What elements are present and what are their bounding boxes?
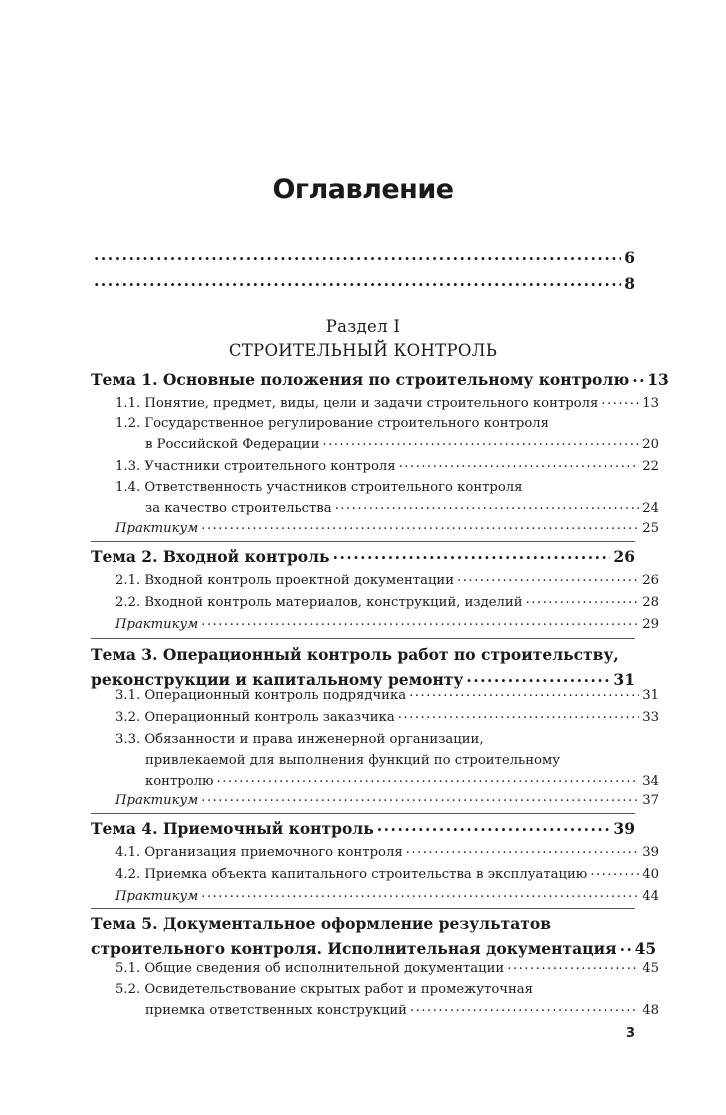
toc-entry-subtopic[interactable] [91,592,659,613]
entry-line [115,958,659,979]
entry-page: 13 [642,396,659,411]
dot-leader [201,518,639,539]
entry-title: 3.2. Операционный контроль заказчика [115,710,395,725]
dot-leader [333,544,611,569]
entry-page: 34 [642,774,659,789]
entry-title: в Российской Федерации [145,437,320,452]
toc-entry-topic[interactable] [91,911,657,961]
entry-line [115,614,659,635]
entry-line [115,842,659,863]
entry-page: 39 [613,819,635,838]
entry-title: 2.1. Входной контроль проектной документации [115,573,455,588]
toc-entry-subtopic[interactable] [91,707,659,728]
entry-line [115,498,659,519]
toc-entry-subtopic[interactable] [91,729,659,792]
entry-line [115,592,659,613]
entry-text-line: 1.4. Ответственность участников строительного контроля [115,480,523,495]
toc-entry-practicum[interactable] [91,886,659,907]
entry-page: 39 [642,845,659,860]
dot-leader [507,958,639,979]
entry-page: 26 [642,573,659,588]
entry-title: контролю [145,774,214,789]
entry-line [115,771,659,792]
entry-line [91,367,669,392]
entry-line [115,570,659,591]
toc-entry-practicum[interactable] [91,518,659,539]
dot-leader [398,707,640,728]
entry-page: 31 [613,670,635,689]
entry-title: 1.3. Участники строительного контроля [115,459,396,474]
toc-entry-topic[interactable] [91,544,635,569]
dot-leader [410,1000,639,1021]
section-divider [91,638,635,639]
entry-title: Тема 1. Основные положения по строительному контролю [91,370,630,389]
entry-text-line: привлекаемой для выполнения функций по строительному [145,753,560,768]
entry-page: 40 [642,867,659,882]
entry-page: 25 [642,521,659,536]
toc-entry-subtopic[interactable] [91,456,659,477]
entry-title: 1.1. Понятие, предмет, виды, цели и задачи строительного контроля [115,396,599,411]
entry-page: 37 [642,793,659,808]
entry-page: 8 [624,274,635,293]
entry-line [91,245,635,270]
entry-line [115,886,659,907]
toc-entry-practicum[interactable] [91,614,659,635]
section-divider [91,908,635,909]
toc-entry-subtopic[interactable] [91,413,659,455]
section-divider [91,541,635,542]
entry-line [115,518,659,539]
dot-leader [377,816,611,841]
dot-leader [201,790,639,811]
toc-entry-subtopic[interactable] [91,842,659,863]
entry-title: Практикум [115,889,199,904]
toc-entry-subtopic[interactable] [91,958,659,979]
entry-title: 3.1. Операционный контроль подрядчика [115,688,407,703]
page-title: Оглавление [272,174,454,205]
entry-page: 45 [634,939,657,958]
dot-leader [409,685,639,706]
entry-page: 48 [642,1003,659,1018]
page-number: 3 [625,1026,635,1041]
dot-leader [526,592,640,613]
dot-leader [94,245,621,270]
entry-text-line: 1.2. Государственное регулирование строительного контроля [115,416,549,431]
dot-leader [322,434,639,455]
entry-page: 45 [642,961,659,976]
dot-leader [457,570,639,591]
toc-entry-front[interactable] [91,245,635,270]
entry-title: за качество строительства [145,501,332,516]
entry-page: 44 [642,889,659,904]
section-name: СТРОИТЕЛЬНЫЙ КОНТРОЛЬ [228,341,498,360]
dot-leader [335,498,640,519]
entry-line [115,456,659,477]
entry-page: 26 [613,547,635,566]
entry-text-line: 5.2. Освидетельствование скрытых работ и промежуточная [115,982,533,997]
entry-title: Тема 2. Входной контроль [91,547,330,566]
entry-title: Практикум [115,793,199,808]
entry-line [115,864,659,885]
toc-entry-practicum[interactable] [91,790,659,811]
entry-line [91,816,635,841]
entry-title: реконструкции и капитальному ремонту [91,670,464,689]
entry-page: 20 [642,437,659,452]
section-label: Раздел I [325,317,401,336]
entry-page: 28 [642,595,659,610]
entry-title: Тема 4. Приемочный контроль [91,819,374,838]
entry-line [115,685,659,706]
entry-line [115,434,659,455]
entry-page: 29 [642,617,659,632]
entry-title: 4.1. Организация приемочного контроля [115,845,403,860]
entry-text-line: 3.3. Обязанности и права инженерной организации, [115,732,484,747]
entry-title: приемка ответственных конструкций [145,1003,407,1018]
toc-entry-subtopic[interactable] [91,685,659,706]
dot-leader [601,393,639,414]
dot-leader [201,886,639,907]
dot-leader [399,456,640,477]
entry-title: строительного контроля. Исполнительная документация [91,939,617,958]
entry-line [91,271,635,296]
toc-entry-subtopic[interactable] [91,393,659,414]
entry-line [115,1000,659,1021]
entry-page: 33 [642,710,659,725]
dot-leader [590,864,639,885]
entry-title: 4.2. Приемка объекта капитального строительства в эксплуатацию [115,867,588,882]
entry-title: 5.1. Общие сведения об исполнительной документации [115,961,505,976]
entry-line [115,707,659,728]
dot-leader [406,842,640,863]
entry-page: 22 [642,459,659,474]
entry-page: 24 [642,501,659,516]
entry-line [115,790,659,811]
dot-leader [201,614,639,635]
toc-entry-front[interactable] [91,271,635,296]
toc-entry-subtopic[interactable] [91,570,659,591]
entry-line [91,544,635,569]
entry-line [115,393,659,414]
dot-leader [217,771,640,792]
entry-title: 2.2. Входной контроль материалов, конструкций, изделий [115,595,523,610]
entry-text-line: Тема 3. Операционный контроль работ по строительству, [91,645,619,664]
section-divider [91,813,635,814]
entry-text-line: Тема 5. Документальное оформление результатов [91,914,551,933]
entry-page: 13 [647,370,669,389]
toc-entry-topic[interactable] [91,367,669,392]
entry-page: 31 [642,688,659,703]
entry-title: Практикум [115,521,199,536]
entry-page: 6 [624,248,635,267]
toc-entry-topic[interactable] [91,816,635,841]
dot-leader [632,367,644,392]
entry-title: Практикум [115,617,199,632]
toc-entry-subtopic[interactable] [91,864,659,885]
toc-entry-subtopic[interactable] [91,979,659,1021]
toc-entry-subtopic[interactable] [91,477,659,519]
dot-leader [94,271,621,296]
